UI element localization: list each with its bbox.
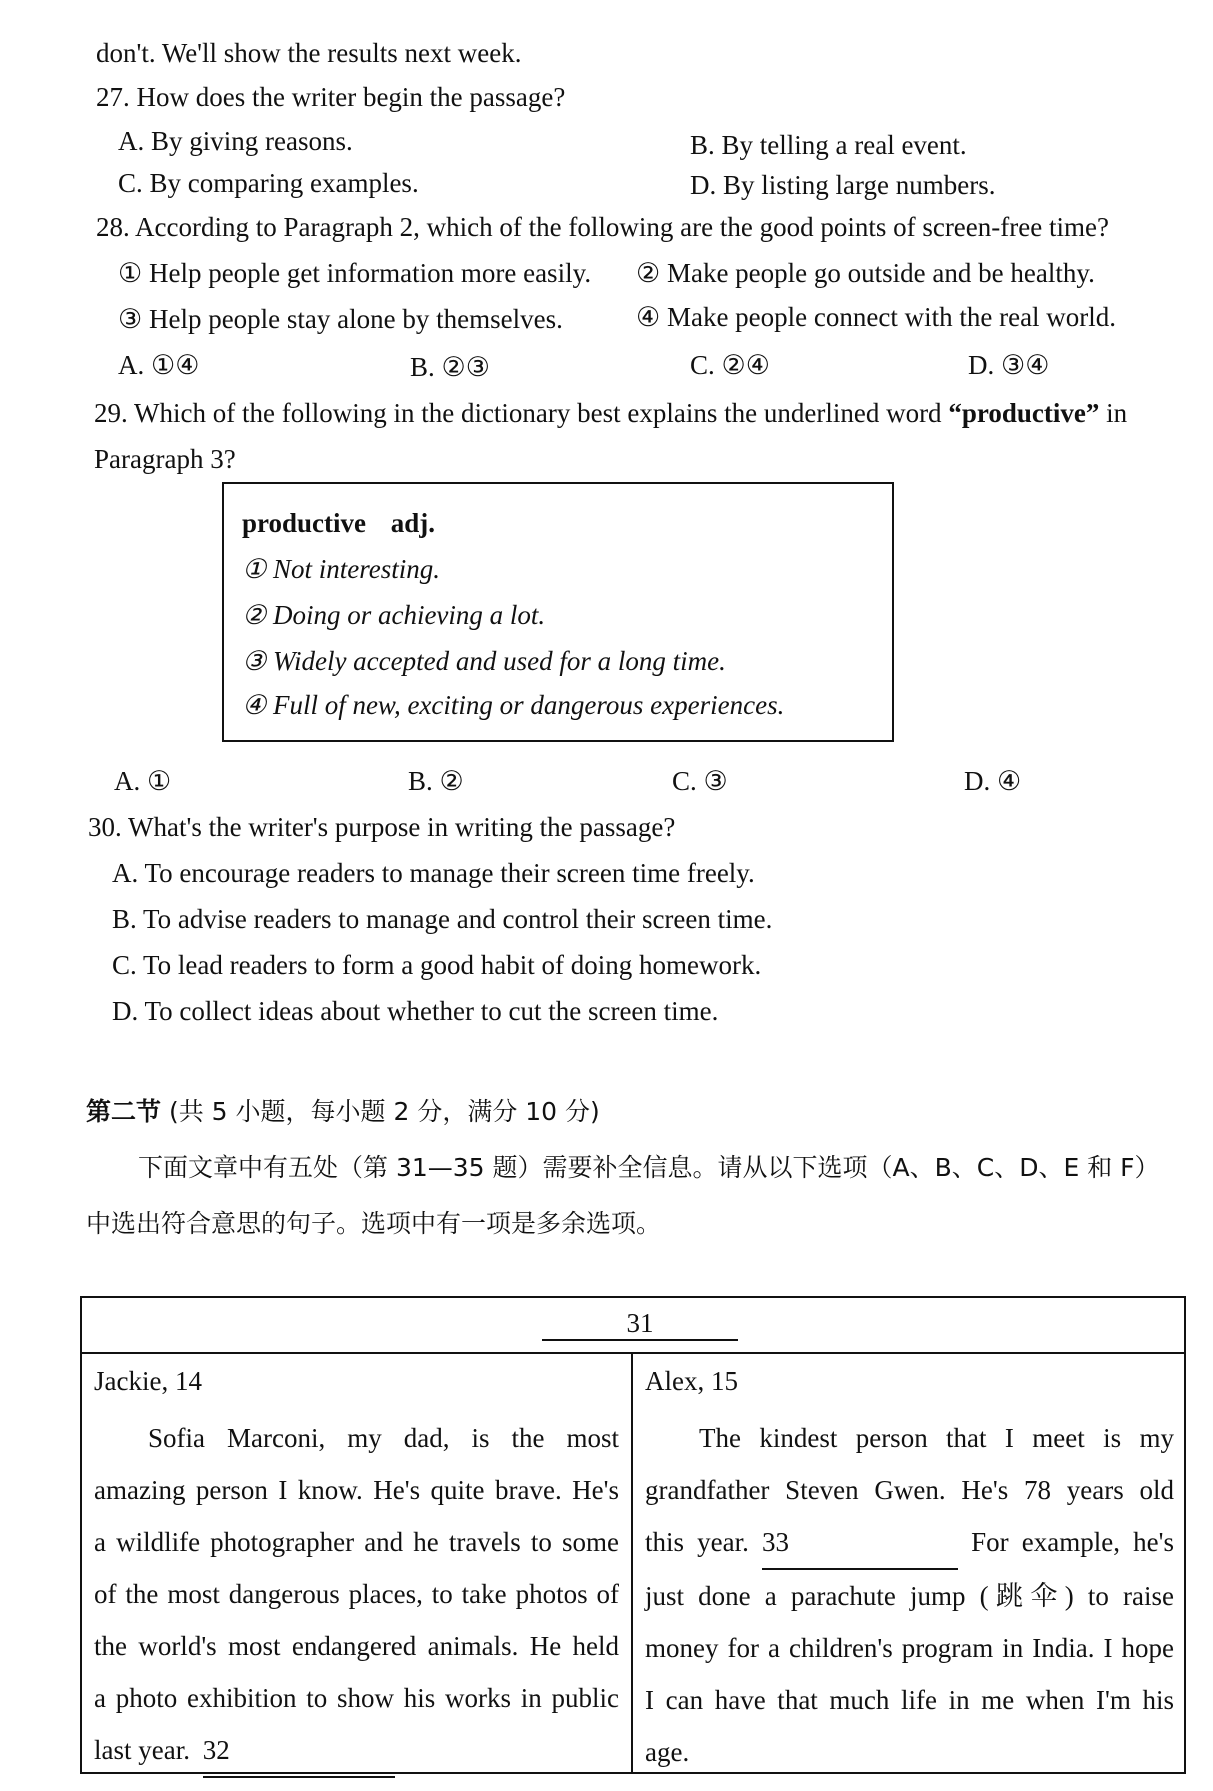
top-line: don't. We'll show the results next week. (96, 38, 522, 68)
q30-option-d: D. To collect ideas about whether to cut the screen time. (112, 996, 719, 1026)
alex-line-5: money for a children's program in India. I hope (645, 1633, 1174, 1663)
q28-point-2: ② Make people go outside and be healthy. (636, 258, 1095, 288)
section2-instruction-line2: 中选出符合意思的句子。选项中有一项是多余选项。 (86, 1209, 662, 1238)
table-title-row (82, 1298, 1184, 1354)
dictionary-pos: adj. (390, 508, 436, 538)
passage-table (80, 1296, 1186, 1774)
alex-line3-suffix: For example, he's (971, 1527, 1174, 1557)
alex-line-3 (645, 1516, 1174, 1570)
table-cell-alex (633, 1354, 1186, 1774)
jackie-line-3: a wildlife photographer and he travels to some (94, 1527, 619, 1557)
jackie-last-prefix: last year. (94, 1735, 190, 1765)
q29-stem-text: 29. Which of the following in the dictionary best explains the underlined word (94, 398, 942, 428)
dictionary-definition-4: ④ Full of new, exciting or dangerous experiences. (242, 690, 785, 720)
alex-paragraph (645, 1412, 1174, 1778)
jackie-line-5: the world's most endangered animals. He held (94, 1631, 619, 1661)
q28-stem: 28. According to Paragraph 2, which of the following are the good points of screen-free time? (96, 212, 1109, 242)
alex-line-7: age. (645, 1737, 690, 1767)
alex-line3-prefix: this year. (645, 1527, 749, 1557)
jackie-line-2: amazing person I know. He's quite brave. He's (94, 1475, 619, 1505)
q29-stem-line1 (94, 398, 1127, 429)
cell-name-alex: Alex, 15 (645, 1366, 738, 1396)
alex-line-1: The kindest person that I meet is my (699, 1423, 1174, 1453)
section2-heading (86, 1098, 600, 1127)
q27-stem: 27. How does the writer begin the passage? (96, 82, 566, 112)
dictionary-box (222, 482, 894, 742)
q29-underlined-word: “productive” (948, 398, 1100, 428)
jackie-paragraph (94, 1412, 619, 1778)
section2-heading-bold: 第二节 (86, 1097, 162, 1126)
blank-31: 31 (542, 1308, 738, 1341)
q30-stem: 30. What's the writer's purpose in writing the passage? (88, 812, 676, 842)
q30-option-b: B. To advise readers to manage and control their screen time. (112, 904, 773, 934)
q28-point-1: ① Help people get information more easily. (118, 258, 592, 288)
section2-instruction-line1: 下面文章中有五处（第 31—35 题）需要补全信息。请从以下选项（A、B、C、D、E 和 F） (138, 1153, 1160, 1182)
jackie-line-6: a photo exhibition to show his works in public (94, 1683, 619, 1713)
q29-stem-in: in (1106, 398, 1128, 428)
section2-heading-rest: (共 5 小题，每小题 2 分，满分 10 分) (161, 1097, 600, 1126)
q27-option-a: A. By giving reasons. (118, 126, 353, 156)
dictionary-entry-head (242, 508, 435, 539)
q28-point-3: ③ Help people stay alone by themselves. (118, 304, 563, 334)
table-cell-jackie (82, 1354, 633, 1774)
q30-option-c: C. To lead readers to form a good habit of doing homework. (112, 950, 762, 980)
jackie-line-7 (94, 1724, 619, 1778)
q28-option-b: B. ②③ (410, 352, 490, 382)
q27-option-b: B. By telling a real event. (690, 130, 967, 160)
q29-option-b: B. ② (408, 766, 464, 796)
dictionary-headword: productive (242, 508, 367, 538)
q29-option-a: A. ① (114, 766, 172, 796)
blank-33: 33 (762, 1516, 958, 1570)
alex-line-4: just done a parachute jump (跳伞) to raise (645, 1581, 1174, 1611)
q28-option-d: D. ③④ (968, 350, 1050, 380)
alex-line-2: grandfather Steven Gwen. He's 78 years old (645, 1475, 1174, 1505)
alex-line-6: I can have that much life in me when I'm his (645, 1685, 1174, 1715)
q29-option-d: D. ④ (964, 766, 1022, 796)
q29-stem-line2: Paragraph 3? (94, 444, 236, 474)
dictionary-definition-3: ③ Widely accepted and used for a long time. (242, 646, 726, 676)
jackie-line-4: of the most dangerous places, to take photos of (94, 1579, 619, 1609)
jackie-line-1: Sofia Marconi, my dad, is the most (148, 1423, 619, 1453)
dictionary-definition-1: ① Not interesting. (242, 554, 440, 584)
q28-option-a: A. ①④ (118, 350, 200, 380)
dictionary-definition-2: ② Doing or achieving a lot. (242, 600, 546, 630)
q28-point-4: ④ Make people connect with the real world. (636, 302, 1117, 332)
blank-32: 32 (203, 1724, 395, 1778)
cell-name-jackie: Jackie, 14 (94, 1366, 202, 1396)
q30-option-a: A. To encourage readers to manage their screen time freely. (112, 858, 755, 888)
q28-option-c: C. ②④ (690, 350, 770, 380)
q27-option-c: C. By comparing examples. (118, 168, 419, 198)
q29-option-c: C. ③ (672, 766, 728, 796)
q27-option-d: D. By listing large numbers. (690, 170, 996, 200)
